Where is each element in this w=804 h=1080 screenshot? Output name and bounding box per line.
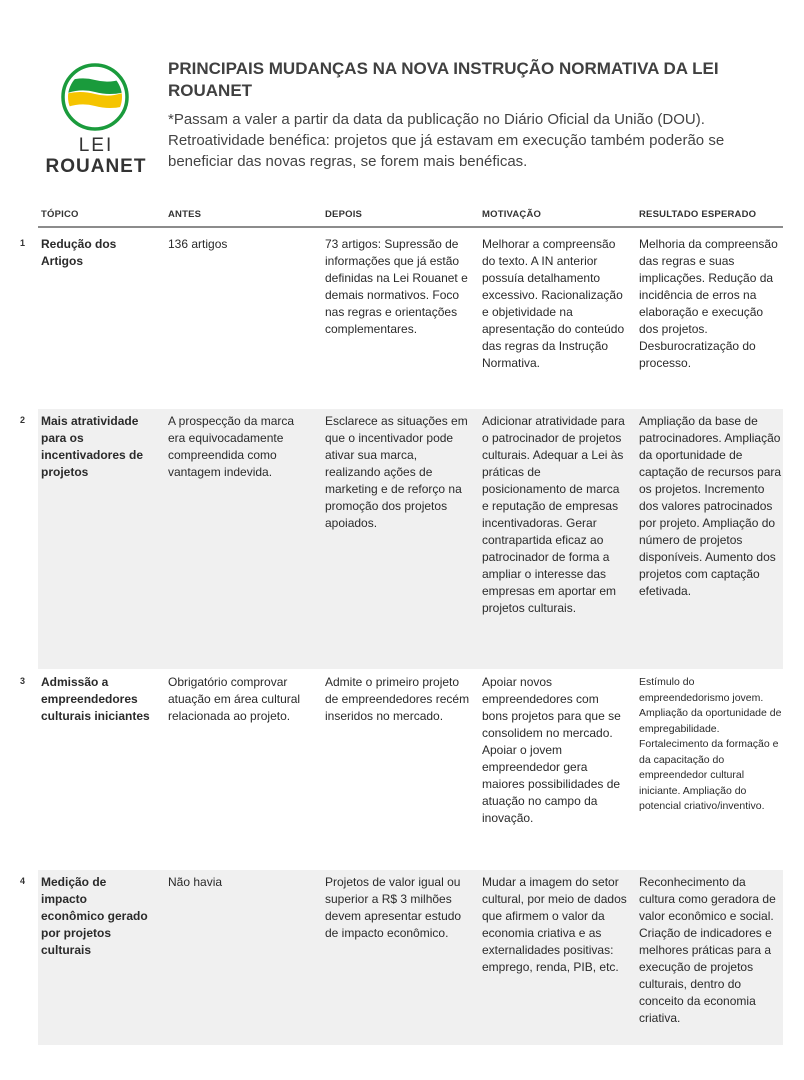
table-header [38,206,783,228]
row-before: A prospecção da marca era equivocadamente compreendida como vantagem indevida. [168,414,295,479]
row-number: 2 [20,415,26,425]
row-number: 1 [20,238,26,248]
table-row [20,670,783,860]
header-before: ANTES [168,209,202,220]
row-topic: Mais atratividade para os incentivadores de projetos [41,414,144,479]
row-motivation: Mudar a imagem do setor cultural, por meio de dados que afirmem o valor da economia criativa e as externalidades positivas: emprego, renda, PIB, etc. [482,875,627,974]
header-topic: TÓPICO [41,209,79,220]
row-after: 73 artigos: Supressão de informações que já estão definidas na Lei Rouanet e demais normativos. Foco nas regras e orientações complementares. [325,237,468,336]
logo-text-rouanet: ROUANET [45,156,147,177]
row-after: Projetos de valor igual ou superior a R$ 3 milhões devem apresentar estudo de impacto econômico. [325,875,462,940]
row-topic: Admissão a empreendedores culturais iniciantes [41,675,150,723]
row-result: Melhoria da compreensão das regras e suas implicações. Redução da incidência de erros na elaboração e execução dos projetos. Desburocratização do processo. [639,237,778,370]
header-motivation: MOTIVAÇÃO [482,209,542,220]
lei-rouanet-logo [40,62,152,178]
header-after: DEPOIS [325,209,363,220]
header-result: RESULTADO ESPERADO [639,209,757,220]
row-after: Admite o primeiro projeto de empreendedores recém inseridos no mercado. [325,675,470,723]
row-result: Reconhecimento da cultura como geradora de valor econômico e social. Criação de indicadores e melhores práticas para a execução de projetos culturais, dentro do conceito da economia criativa. [639,875,776,1025]
logo-text-lei: LEI [78,135,114,156]
row-number: 4 [20,876,26,886]
row-before: 136 artigos [168,237,228,251]
page-subtitle: *Passam a valer a partir da data da publicação no Diário Oficial da União (DOU). Retroatividade benéfica: projetos que já estavam em execução também poderão se beneficiar das novas regras, se forem mais benéficas. [168,111,725,170]
table-row [20,870,783,1045]
row-result: Estímulo do empreendedorismo jovem. Ampliação da oportunidade de empregabilidade. Fortalecimento da formação e da capacitação do empreendedor cultural iniciante. Ampliação do potencial criativo/inventivo. [639,676,782,812]
table-row [20,232,783,398]
row-before: Obrigatório comprovar atuação em área cultural relacionada ao projeto. [168,675,301,723]
page-title: PRINCIPAIS MUDANÇAS NA NOVA INSTRUÇÃO NORMATIVA DA LEI ROUANET [168,59,719,100]
row-motivation: Adicionar atratividade para o patrocinador de projetos culturais. Adequar a Lei às práticas de posicionamento de marca e reputação de empresas incentivadoras. Gerar contrapartida eficaz ao patrocinador de forma a ampliar o interesse das empresas em aportar em projetos culturais. [482,414,625,615]
row-after: Esclarece as situações em que o incentivador pode ativar sua marca, realizando ações de marketing e de reforço na promoção dos projetos apoiados. [325,414,468,530]
row-before: Não havia [168,875,223,889]
row-motivation: Apoiar novos empreendedores com bons projetos para que se consolidem no mercado. Apoiar o jovem empreendedor gera maiores possibilidades de atuação no campo da inovação. [482,675,621,825]
row-number: 3 [20,676,26,686]
flag-circle-icon [60,62,130,132]
table-row [20,409,783,669]
row-result: Ampliação da base de patrocinadores. Ampliação da oportunidade de captação de recursos para os projetos. Incremento dos valores patrocinados por projeto. Ampliação do número de projetos disponíveis. Aumento dos projetos com captação efetivada. [639,414,782,598]
row-topic: Redução dos Artigos [41,237,117,268]
row-topic: Medição de impacto econômico gerado por projetos culturais [41,875,148,957]
row-motivation: Melhorar a compreensão do texto. A IN anterior possuía detalhamento excessivo. Racionalização e objetividade na apresentação do conteúdo das regras da Instrução Normativa. [482,237,625,370]
